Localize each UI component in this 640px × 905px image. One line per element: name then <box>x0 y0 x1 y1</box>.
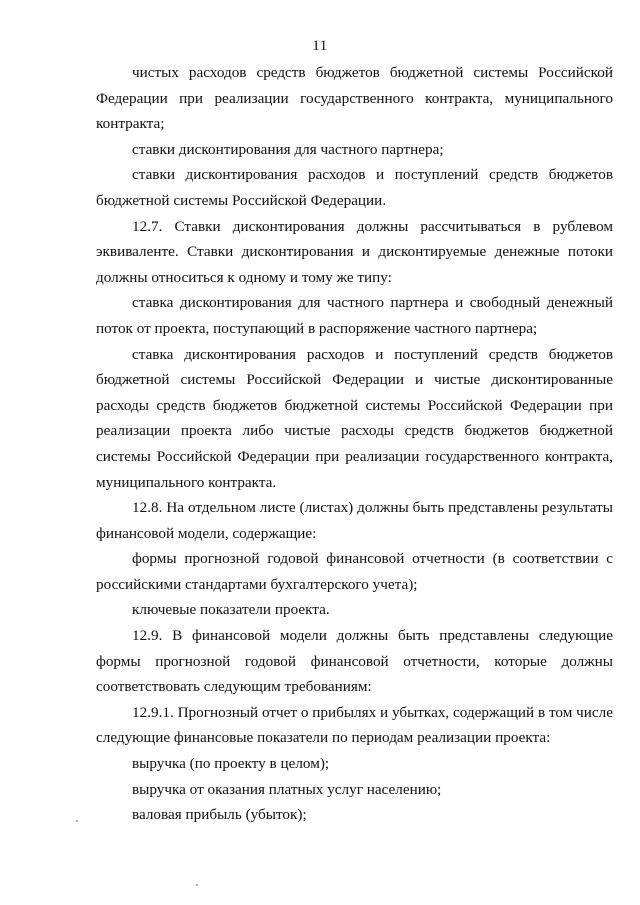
paragraph: 12.8. На отдельном листе (листах) должны быть представлены результаты финансовой модели, содержащие: <box>96 499 613 542</box>
paragraph: ключевые показатели проекта. <box>132 601 330 619</box>
paragraph: 12.9.1. Прогнозный отчет о прибылях и убытках, содержащий в том числе следующие финансовые показатели по периодам реализации проекта: <box>96 703 613 747</box>
paragraph: выручка (по проекту в целом); <box>132 755 330 773</box>
paragraph: ставки дисконтирования расходов и поступлений средств бюджетов бюджетной системы Российской Федерации. <box>96 166 613 209</box>
scan-speck <box>76 820 78 822</box>
paragraph: валовая прибыль (убыток); <box>132 806 307 824</box>
page-number: 11 <box>312 38 328 54</box>
paragraph: формы прогнозной годовой финансовой отчетности (в соответствии с российскими стандартами бухгалтерского учета); <box>96 550 613 593</box>
paragraph: выручка от оказания платных услуг населению; <box>132 780 442 798</box>
paragraph: 12.9. В финансовой модели должны быть представлены следующие формы прогнозной годовой финансовой отчетности, которые должны соответствовать следующим требованиям: <box>96 627 613 696</box>
paragraph: 12.7. Ставки дисконтирования должны рассчитываться в рублевом эквиваленте. Ставки дисконтирования и дисконтируемые денежные потоки должны относиться к одному и тому же типу: <box>96 217 613 286</box>
paragraph: ставка дисконтирования расходов и поступлений средств бюджетов бюджетной системы Российской Федерации и чистые дисконтированные расходы средств бюджетов бюджетной системы Российской Федерации при реализации проекта либо чистые расходы средств бюджетов бюджетной системы Российской Федерации при реализации государственного контракта, муниципального контракта. <box>96 345 613 491</box>
scan-speck <box>196 884 198 886</box>
paragraph: чистых расходов средств бюджетов бюджетной системы Российской Федерации при реализации государственного контракта, муниципального контракта; <box>96 64 613 133</box>
body-text <box>96 60 613 828</box>
paragraph: ставки дисконтирования для частного партнера; <box>132 140 444 158</box>
paragraph: ставка дисконтирования для частного партнера и свободный денежный поток от проекта, поступающий в распоряжение частного партнера; <box>96 294 613 337</box>
